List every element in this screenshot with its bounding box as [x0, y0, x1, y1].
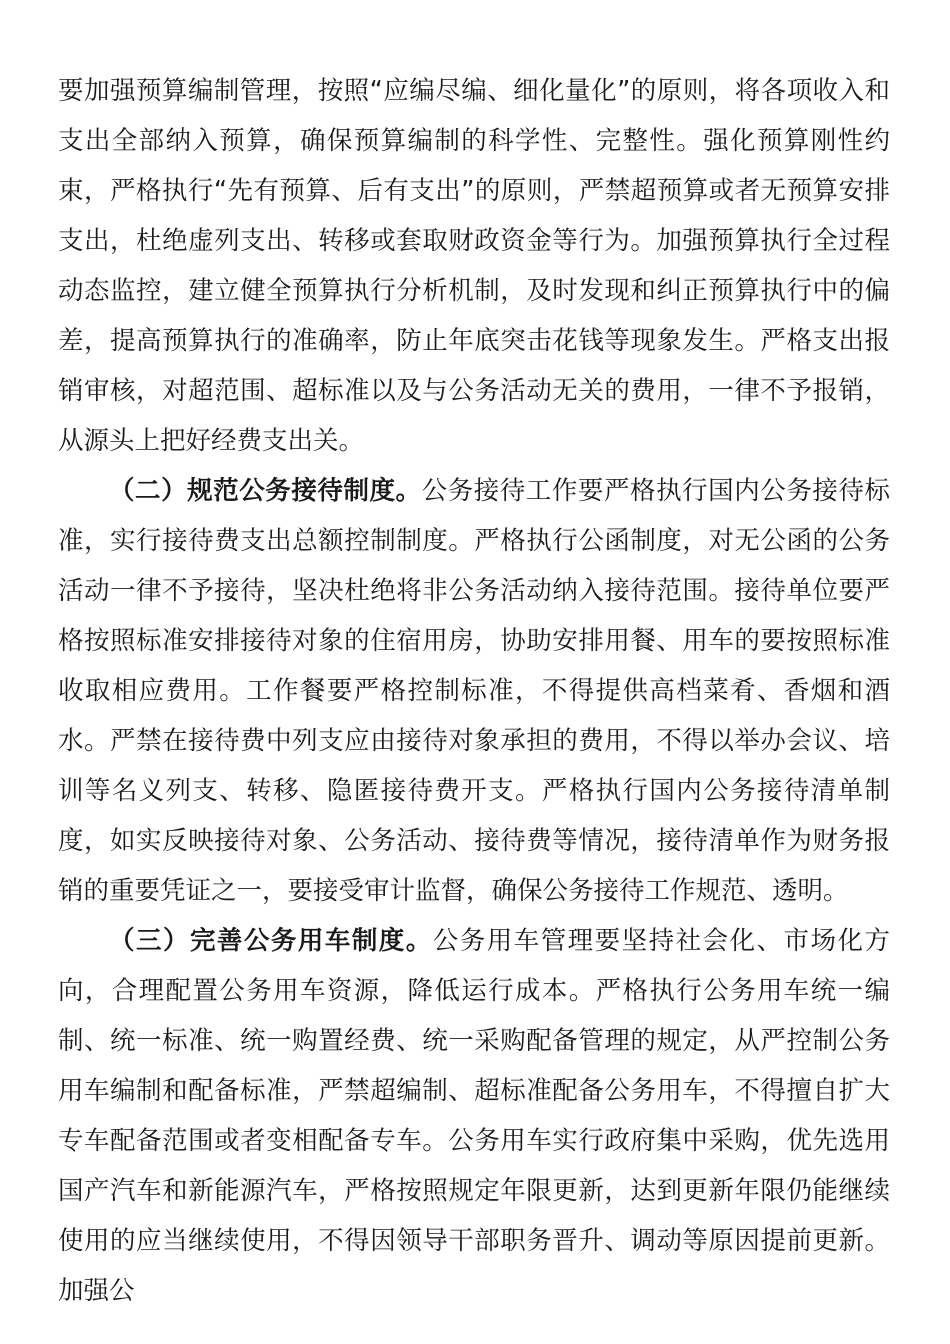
paragraph-text: 要加强预算编制管理，按照“应编尽编、细化量化”的原则，将各项收入和支出全部纳入预算，确保预算编制的科学性、完整性。强化预算刚性约束，严格执行“先有预算、后有支出”的原则，严禁超预算或者无预算安排支出，杜绝虚列支出、转移或套取财政资金等行为。加强预算执行全过程动态监控，建立健全预算执行分析机制，及时发现和纠正预算执行中的偏差，提高预算执行的准确率，防止年底突击花钱等现象发生。严格支出报销审核，对超范围、超标准以及与公务活动无关的费用，一律不予报销，从源头上把好经费支出关。 — [58, 76, 890, 456]
paragraph-text: 公务用车管理要坚持社会化、市场化方向，合理配置公务用车资源，降低运行成本。严格执行公务用车统一编制、统一标准、统一购置经费、统一采购配备管理的规定，从严控制公务用车编制和配备标准，严禁超编制、超标准配备公务用车，不得擅自扩大专车配备范围或者变相配备专车。公务用车实行政府集中采购，优先选用国产汽车和新能源汽车，严格按照规定年限更新，达到更新年限仍能继续使用的应当继续使用，不得因领导干部职务晋升、调动等原因提前更新。加强公 — [58, 926, 890, 1306]
document-body — [58, 66, 890, 1316]
paragraph-reception-system — [58, 466, 890, 916]
section-heading-vehicle: （三）完善公务用车制度。 — [109, 926, 433, 956]
paragraph-budget-management — [58, 66, 890, 466]
paragraph-vehicle-system — [58, 916, 890, 1316]
paragraph-text: 公务接待工作要严格执行国内公务接待标准，实行接待费支出总额控制制度。严格执行公函制度，对无公函的公务活动一律不予接待，坚决杜绝将非公务活动纳入接待范围。接待单位要严格按照标准安排接待对象的住宿用房，协助安排用餐、用车的要按照标准收取相应费用。工作餐要严格控制标准，不得提供高档菜肴、香烟和酒水。严禁在接待费中列支应由接待对象承担的费用，不得以举办会议、培训等名义列支、转移、隐匿接待费开支。严格执行国内公务接待清单制度，如实反映接待对象、公务活动、接待费等情况，接待清单作为财务报销的重要凭证之一，要接受审计监督，确保公务接待工作规范、透明。 — [58, 476, 890, 906]
section-heading-reception: （二）规范公务接待制度。 — [109, 476, 422, 506]
